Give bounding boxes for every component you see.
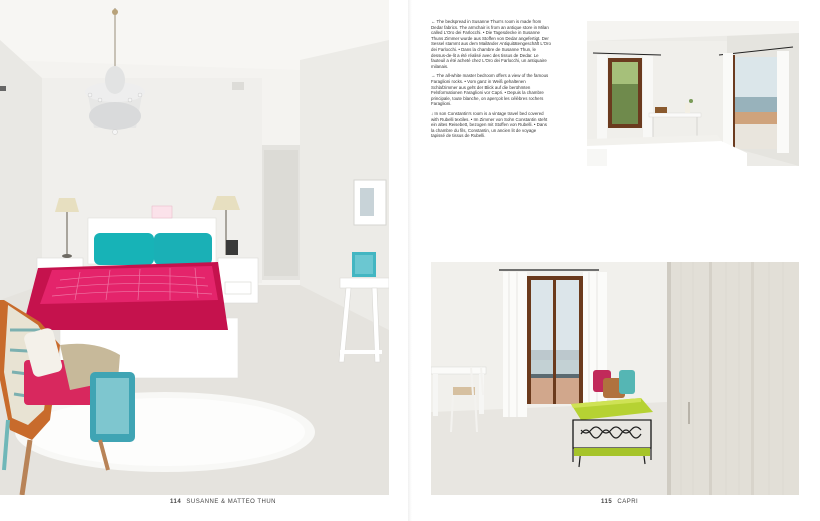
travel-bed-room-photo	[431, 262, 799, 495]
footer-left	[170, 499, 276, 505]
caption-master-bedroom: → The all-white master bedroom offers a view of the famous Faraglioni rocks. • Vom ganz in Weiß gehaltenen Schlafzimmer aus geht der Blick auf die berühmten Felsformationen Faraglioni vor Capri. • Depuis la chambre principale, toute blanche, on aperçoit les célèbres rochers Faraglioni.	[431, 73, 549, 107]
caption-bedspread: ← The bedspread in Susanne Thun's room is made from Dedar fabrics. The armchair is from an antique store in Milan called L'Oro dei Farlocchi. • Die Tagesdecke in Susanne Thuns Zimmer wurde aus Stoffen von Dedar angefertigt. Der Sessel stammt aus dem Mailänder Antiquitätengeschäft L'Oro dei Farlocchi. • Dans la chambre de Susanne Thun, le dessus-de-lit a été réalisé avec des tissus de Dedar. Le fauteuil a été acheté chez L'Oro dei Farlocchi, un antiquaire milanais.	[431, 19, 551, 69]
bedroom-photo-left	[0, 0, 389, 495]
footer-right	[601, 499, 638, 505]
caption-block	[431, 19, 551, 143]
footer-left-title: SUSANNE & MATTEO THUN	[186, 499, 276, 505]
page-number-right: 115	[601, 499, 613, 505]
master-bedroom-photo	[587, 21, 799, 166]
caption-son-room: ↓ In son Constantin's room is a vintage travel bed covered with Rubelli textiles. • Im Zimmer von Sohn Constantin steht ein altes Reisebett, bezogen mit Stoffen von Rubelli. • Dans la chambre du fils, Constantin, un ancien lit de voyage tapissé de tissus de Rubelli.	[431, 110, 548, 139]
book-spine	[408, 0, 412, 521]
page-number-left: 114	[170, 499, 182, 505]
footer-right-title: CAPRI	[617, 499, 639, 505]
